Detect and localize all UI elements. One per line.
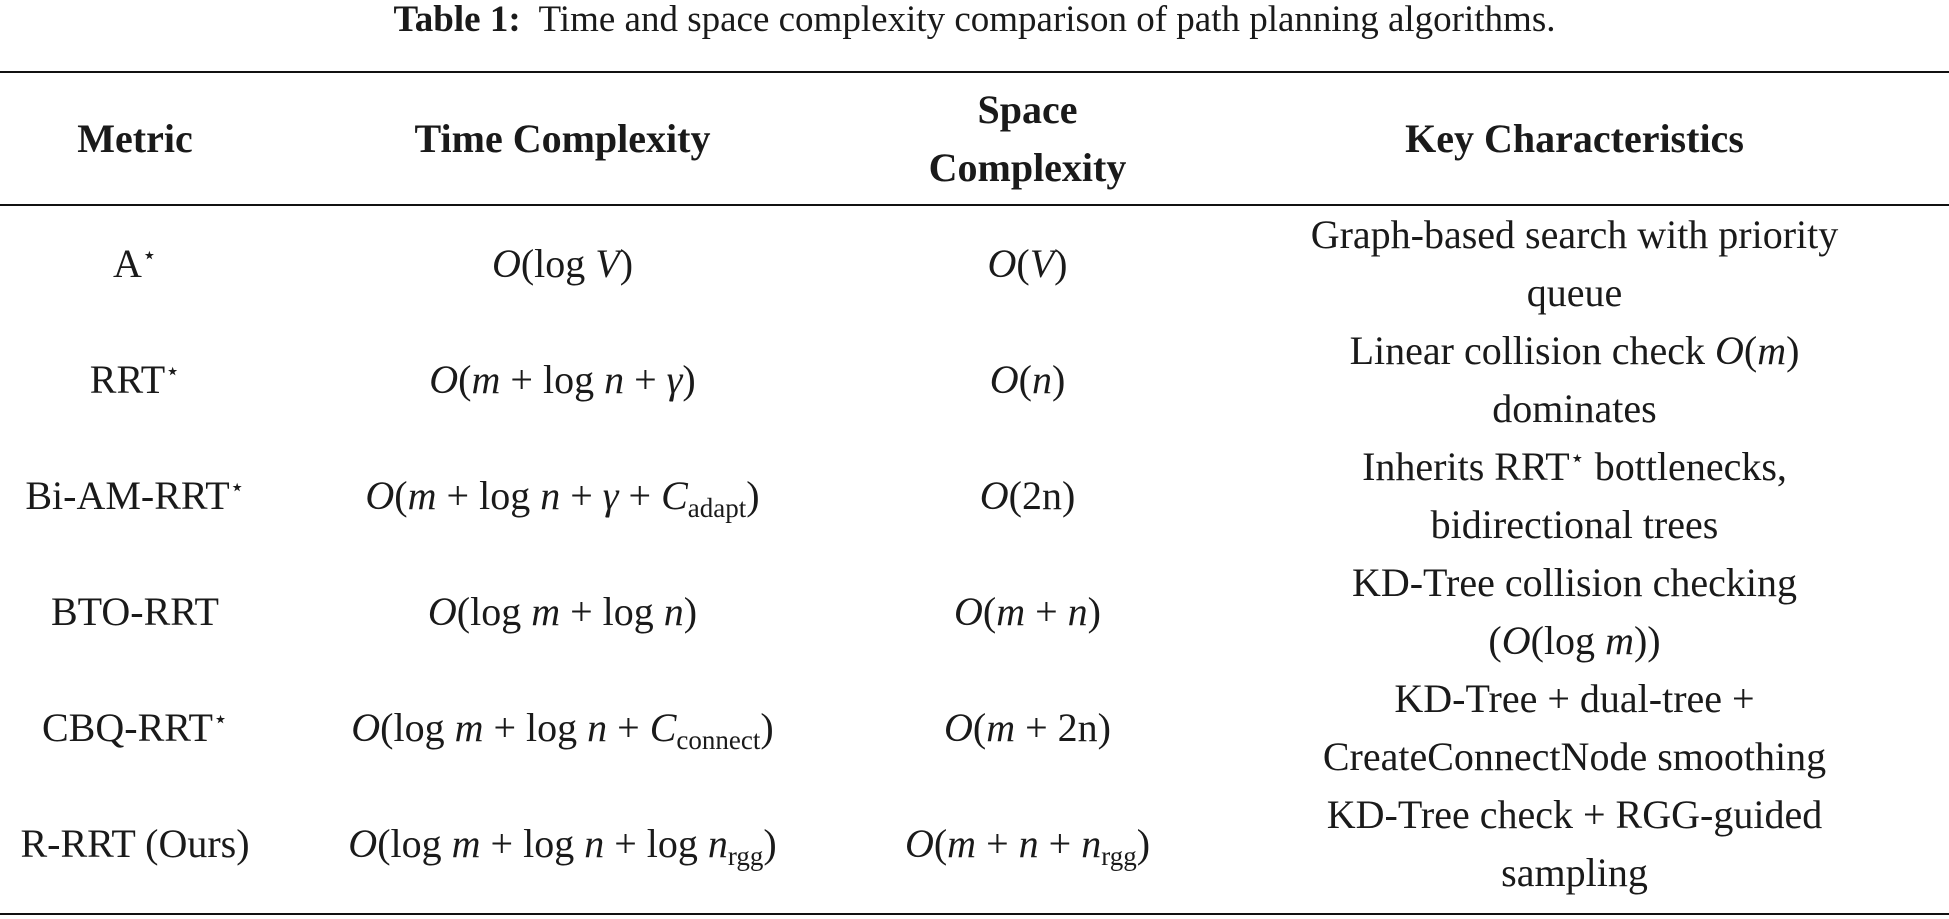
space-complexity-cell: O(n)	[989, 357, 1066, 402]
key-characteristics-cell: Graph-based search with priority queue	[1310, 212, 1839, 315]
space-complexity-cell: O(2n)	[979, 473, 1076, 518]
space-complexity-cell: O(m + n)	[954, 589, 1101, 634]
metric-cell: CBQ-RRT⋆	[42, 705, 228, 750]
space-complexity-cell: $O(m + n + n_{rgg})$	[904, 821, 1151, 871]
header-space-complexity	[855, 73, 1200, 204]
header-space-line2: Complexity	[928, 144, 1127, 190]
header-row	[0, 73, 1949, 204]
table-row	[0, 322, 1949, 438]
metric-cell: RRT⋆	[89, 357, 181, 402]
time-complexity-cell: O(log $m + \log n + \log n_{rgg}$)	[348, 821, 777, 871]
time-complexity-cell: O(m + log n + γ)	[429, 357, 696, 402]
time-complexity-cell: O(log $m + \log n + C_{connect}$)	[351, 705, 774, 755]
key-characteristics-cell: KD-Tree collision checking (O(log m))	[1351, 560, 1798, 663]
metric-cell: Bi-AM-RRT⋆	[25, 473, 245, 518]
table-row	[0, 670, 1949, 786]
header-key-characteristics: Key Characteristics	[1405, 115, 1744, 161]
space-complexity-cell: O(V)	[987, 241, 1068, 286]
table-body	[0, 204, 1949, 902]
bottom-rule	[0, 913, 1949, 915]
key-characteristics-cell: Linear collision check O(m) dominates	[1349, 328, 1800, 431]
table-row	[0, 206, 1949, 322]
key-characteristics-cell: KD-Tree check + RGG-guided sampling	[1326, 792, 1823, 895]
space-complexity-cell: O(m + 2n)	[944, 705, 1111, 750]
time-complexity-cell: O(log V)	[491, 241, 634, 286]
caption-label: Table 1:	[393, 0, 521, 40]
table-row	[0, 438, 1949, 554]
time-complexity-cell: O(log m + log n)	[427, 589, 698, 634]
header-space-line1: Space	[977, 86, 1078, 132]
complexity-table	[0, 73, 1949, 902]
header-time-complexity: Time Complexity	[414, 115, 711, 161]
table-row	[0, 554, 1949, 670]
table-row	[0, 786, 1949, 902]
time-complexity-cell: $O(m + \log n + \gamma + C_{adapt})$	[365, 473, 760, 523]
metric-cell: BTO-RRT	[51, 589, 219, 634]
key-characteristics-cell: KD-Tree + dual-tree + CreateConnectNode smoothing	[1322, 676, 1827, 779]
header-metric: Metric	[77, 115, 193, 161]
metric-cell: A⋆	[113, 241, 157, 286]
metric-cell: R-RRT (Ours)	[20, 821, 250, 866]
key-characteristics-cell: Inherits RRT⋆ bottlenecks, bidirectional trees	[1362, 444, 1787, 547]
table-caption	[0, 0, 1949, 40]
caption-text: Time and space complexity comparison of path planning algorithms.	[538, 0, 1556, 40]
